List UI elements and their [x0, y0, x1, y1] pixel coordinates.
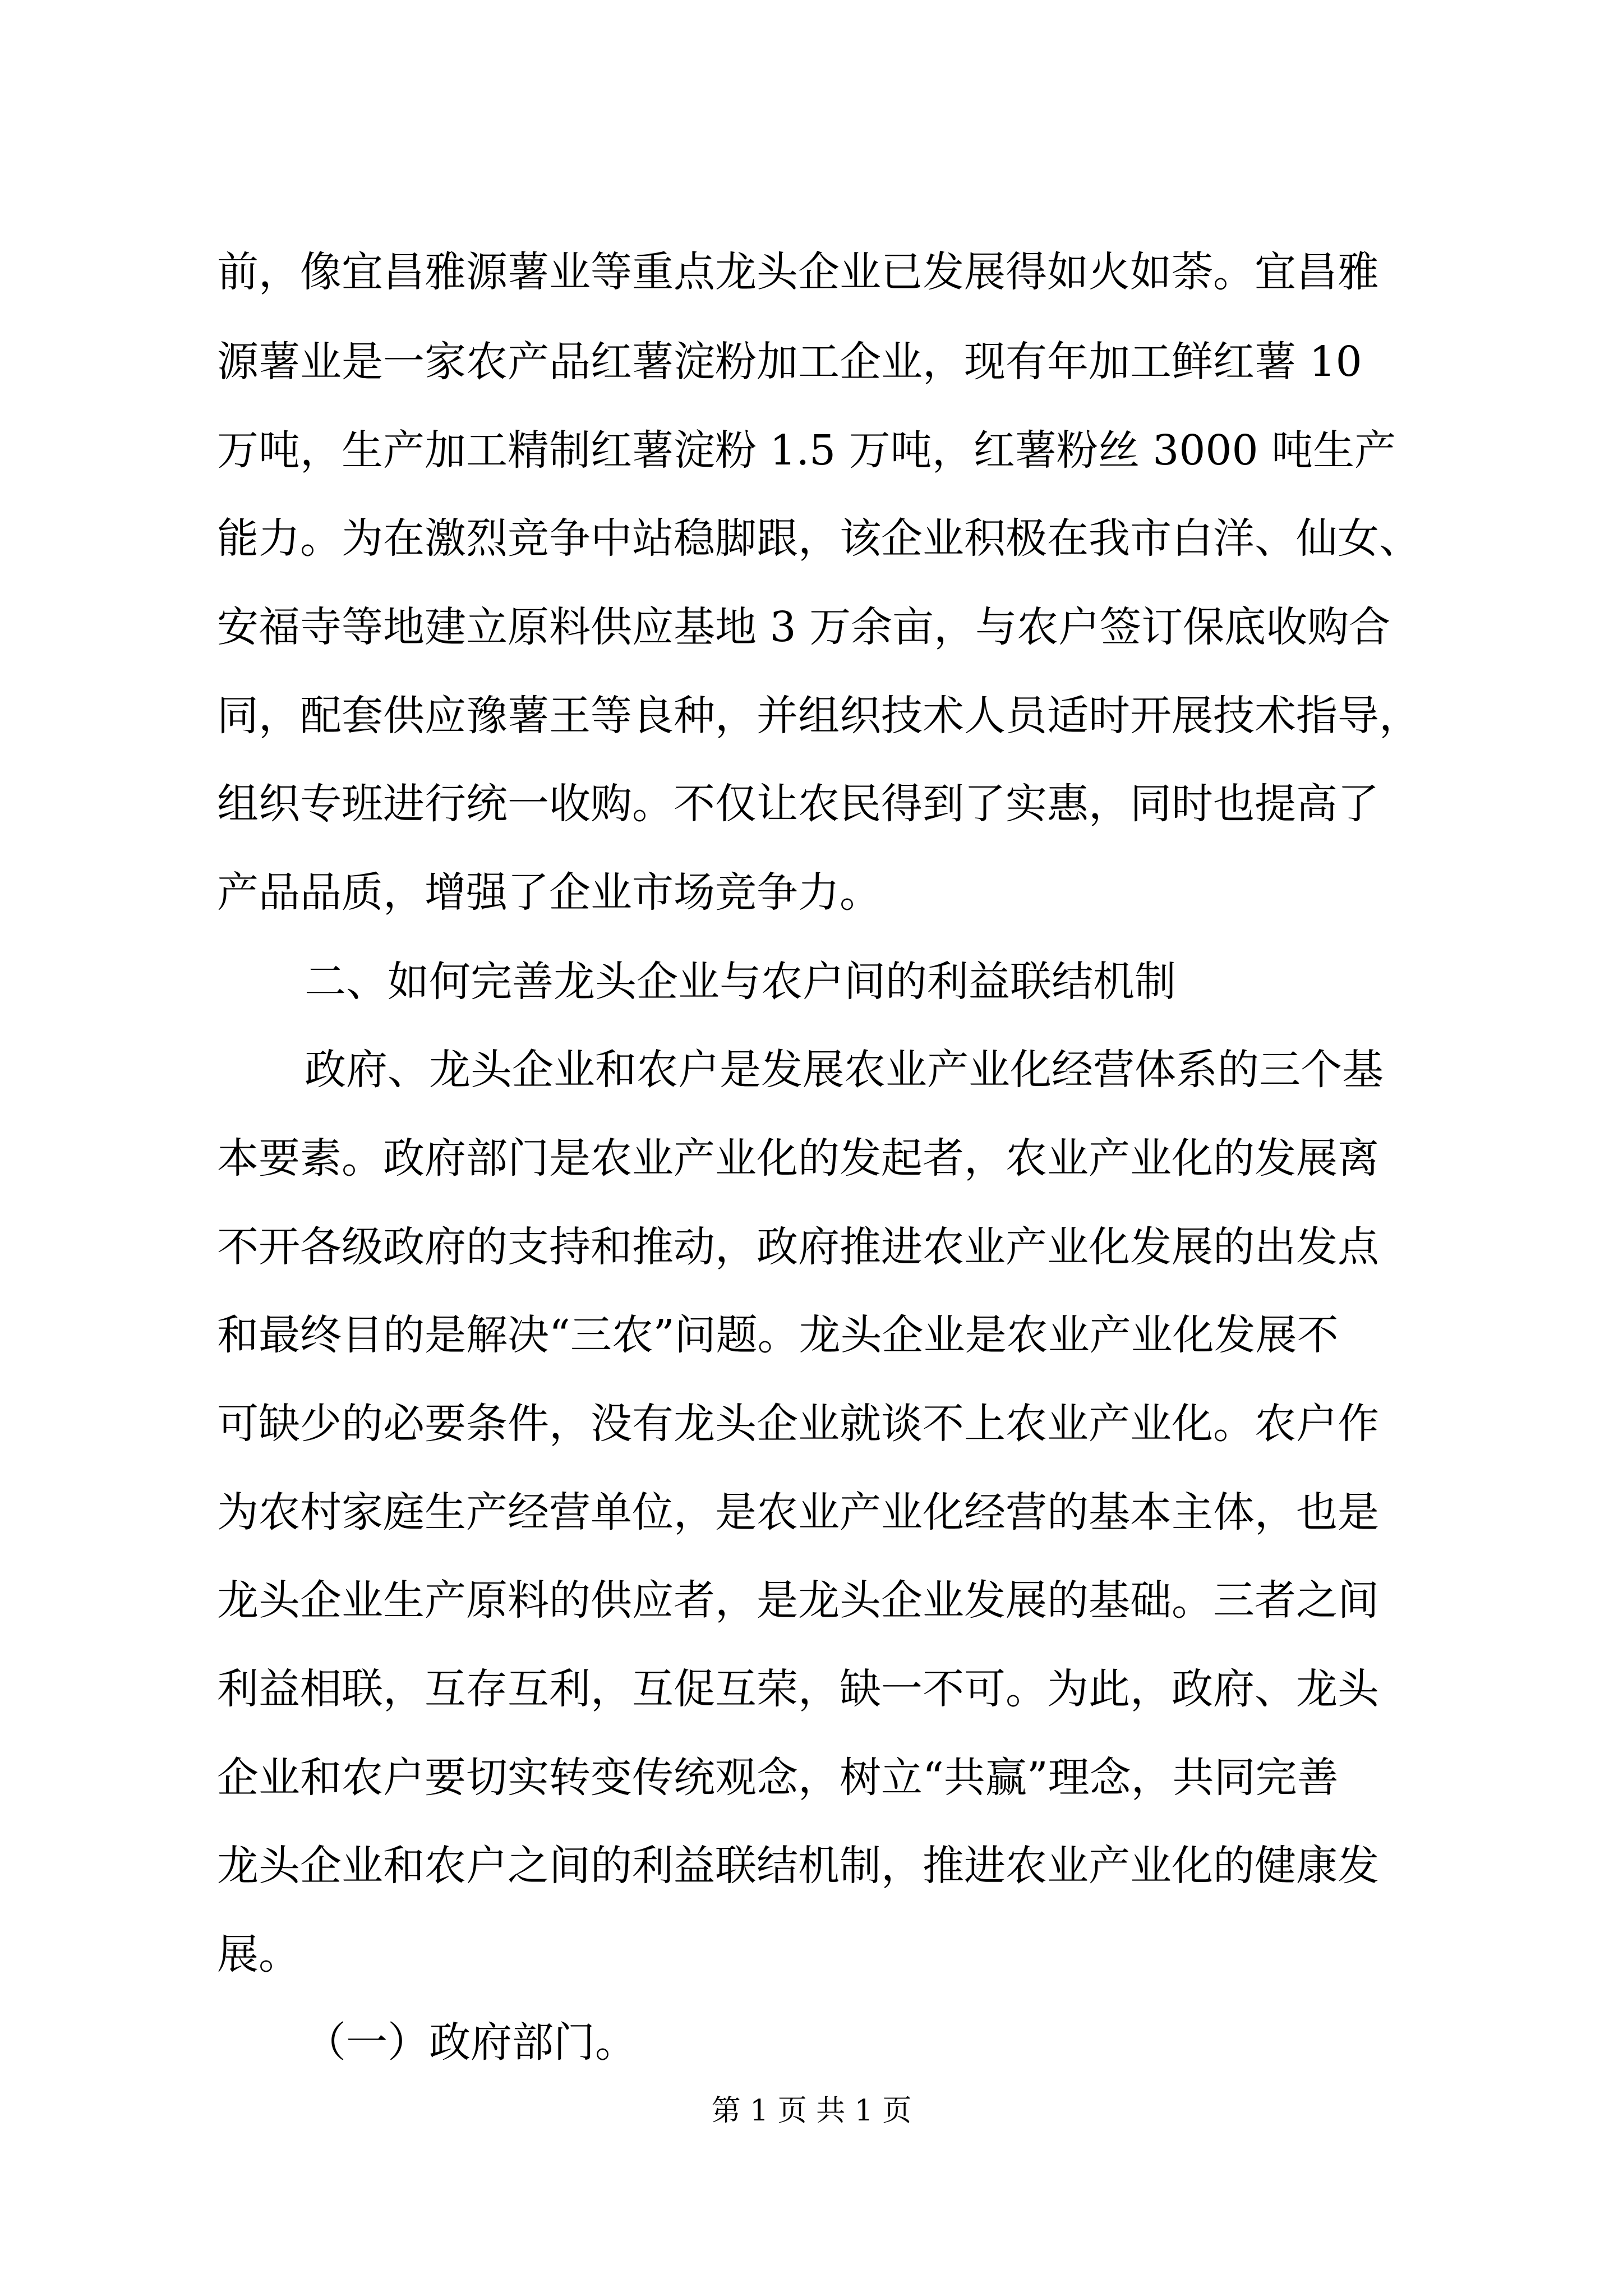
body-line: 展。: [217, 1930, 300, 1978]
body-line: 本要素。政府部门是农业产业化的发起者，农业产业化的发展离: [217, 1134, 1379, 1182]
body-line: 利益相联，互存互利，互促互荣，缺一不可。为此，政府、龙头: [217, 1665, 1379, 1713]
body-line: 源薯业是一家农产品红薯淀粉加工企业，现有年加工鲜红薯 10: [217, 338, 1362, 386]
body-line: 企业和农户要切实转变传统观念，树立“共赢”理念，共同完善: [217, 1754, 1339, 1802]
body-line: 龙头企业生产原料的供应者，是龙头企业发展的基础。三者之间: [217, 1576, 1379, 1625]
body-line: 产品品质，增强了企业市场竞争力。: [217, 868, 881, 917]
body-line: 和最终目的是解决“三农”问题。龙头企业是农业产业化发展不: [217, 1311, 1339, 1359]
subsection-heading: （一）政府部门。: [305, 2018, 637, 2067]
body-line: 龙头企业和农户之间的利益联结机制，推进农业产业化的健康发: [217, 1842, 1379, 1890]
body-line: 政府、龙头企业和农户是发展农业产业化经营体系的三个基: [305, 1046, 1384, 1094]
section-heading: 二、如何完善龙头企业与农户间的利益联结机制: [305, 958, 1176, 1006]
body-line: 可缺少的必要条件，没有龙头企业就谈不上农业产业化。农户作: [217, 1400, 1379, 1448]
body-line: 同，配套供应豫薯王等良种，并组织技术人员适时开展技术指导，: [217, 692, 1421, 740]
body-line: 万吨，生产加工精制红薯淀粉 1.5 万吨，红薯粉丝 3000 吨生产: [217, 426, 1396, 475]
body-line: 组织专班进行统一收购。不仅让农民得到了实惠，同时也提高了: [217, 780, 1379, 828]
body-line: 能力。为在激烈竞争中站稳脚跟，该企业积极在我市白洋、仙女、: [217, 514, 1421, 563]
body-line: 为农村家庭生产经营单位，是农业产业化经营的基本主体，也是: [217, 1488, 1379, 1536]
body-line: 前，像宜昌雅源薯业等重点龙头企业已发展得如火如荼。宜昌雅: [217, 248, 1379, 296]
body-line: 安福寺等地建立原料供应基地 3 万余亩，与农户签订保底收购合: [217, 603, 1391, 651]
page-footer: 第 1 页 共 1 页: [711, 2094, 912, 2128]
body-line: 不开各级政府的支持和推动，政府推进农业产业化发展的出发点: [217, 1223, 1379, 1271]
